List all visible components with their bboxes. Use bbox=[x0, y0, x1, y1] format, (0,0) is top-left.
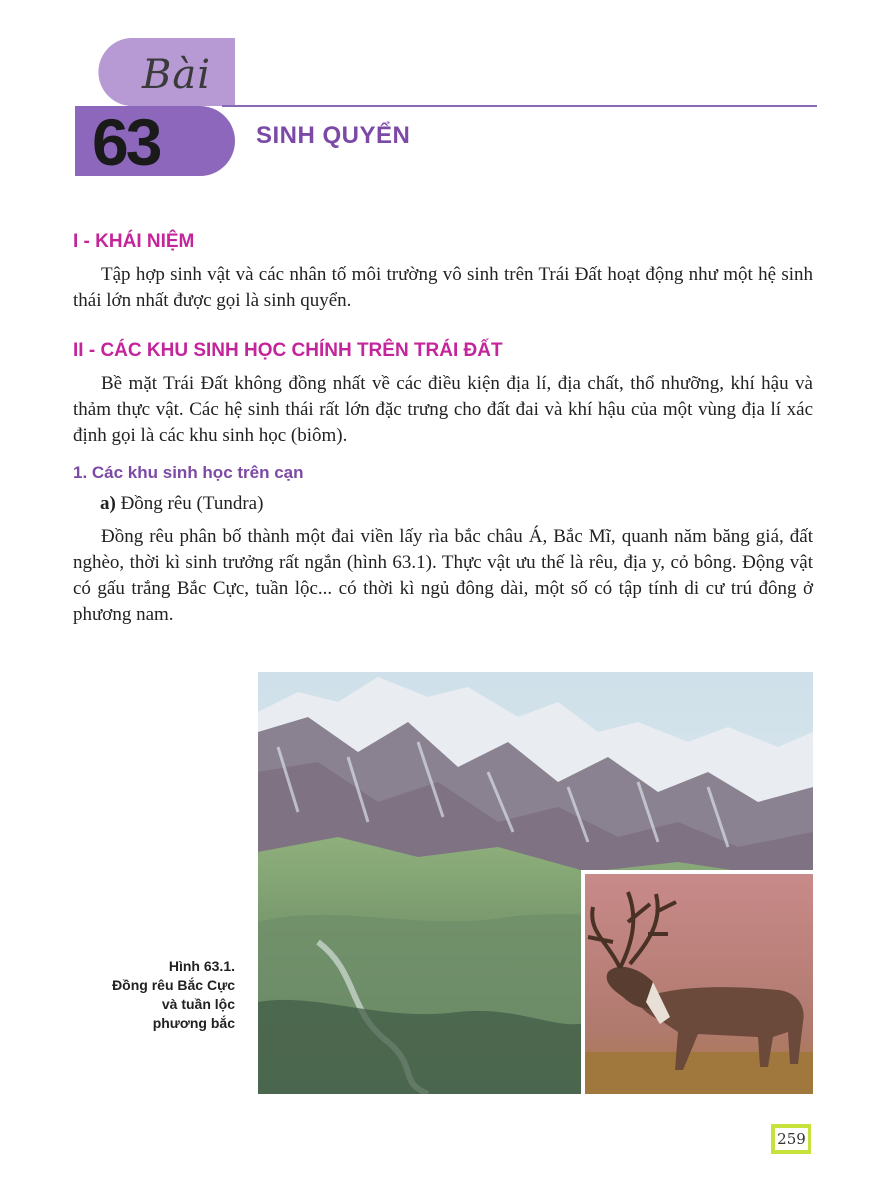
lesson-number: 63 bbox=[92, 105, 160, 179]
caption-line: phương bắc bbox=[152, 1015, 235, 1031]
paragraph-concept: Tập hợp sinh vật và các nhân tố môi trường vô sinh trên Trái Đất hoạt động như một hệ sinh thái lớn nhất được gọi là sinh quyển. bbox=[73, 264, 813, 311]
lesson-label: Bài bbox=[142, 52, 212, 98]
reindeer-inset-image bbox=[581, 870, 813, 1094]
figure-tundra-photo bbox=[258, 672, 813, 1094]
list-item-letter: a) bbox=[100, 493, 116, 514]
paragraph-tundra: Đồng rêu phân bố thành một đai viền lấy rìa bắc châu Á, Bắc Mĩ, quanh năm băng giá, đất nghèo, thời kì sinh trưởng rất ngắn (hình 63.1). Thực vật ưu thế là rêu, địa y, cỏ bông. Động vật có gấu trắng Bắc Cực, tuần lộc... có thời kì ngủ đông dài, một số có tập tính di cư trú đông ở phương nam. bbox=[73, 526, 813, 625]
list-item-tundra bbox=[100, 493, 263, 515]
section-heading-concept: I - KHÁI NIỆM bbox=[73, 231, 195, 252]
caption-figure-number: Hình 63.1. bbox=[168, 958, 235, 974]
page-number-tab bbox=[771, 1124, 811, 1154]
section-heading-biomes: II - CÁC KHU SINH HỌC CHÍNH TRÊN TRÁI ĐẤT bbox=[73, 340, 503, 361]
list-item-text: Đồng rêu (Tundra) bbox=[115, 493, 264, 514]
page-number: 259 bbox=[775, 1128, 808, 1150]
figure-caption bbox=[112, 957, 235, 1033]
subheading-terrestrial-biomes: 1. Các khu sinh học trên cạn bbox=[73, 463, 304, 482]
paragraph-biomes: Bề mặt Trái Đất không đồng nhất về các điều kiện địa lí, địa chất, thổ nhưỡng, khí hậu và thảm thực vật. Các hệ sinh thái rất lớn đặc trưng cho đất đai và khí hậu của một vùng địa lí xác định gọi là các khu sinh học (biôm). bbox=[73, 373, 813, 446]
tundra-landscape-image bbox=[258, 672, 813, 1094]
caption-line: Đồng rêu Bắc Cực bbox=[112, 977, 235, 993]
page-title: SINH QUYỂN bbox=[256, 122, 411, 149]
caption-line: và tuần lộc bbox=[161, 996, 235, 1012]
header-divider bbox=[222, 105, 817, 107]
